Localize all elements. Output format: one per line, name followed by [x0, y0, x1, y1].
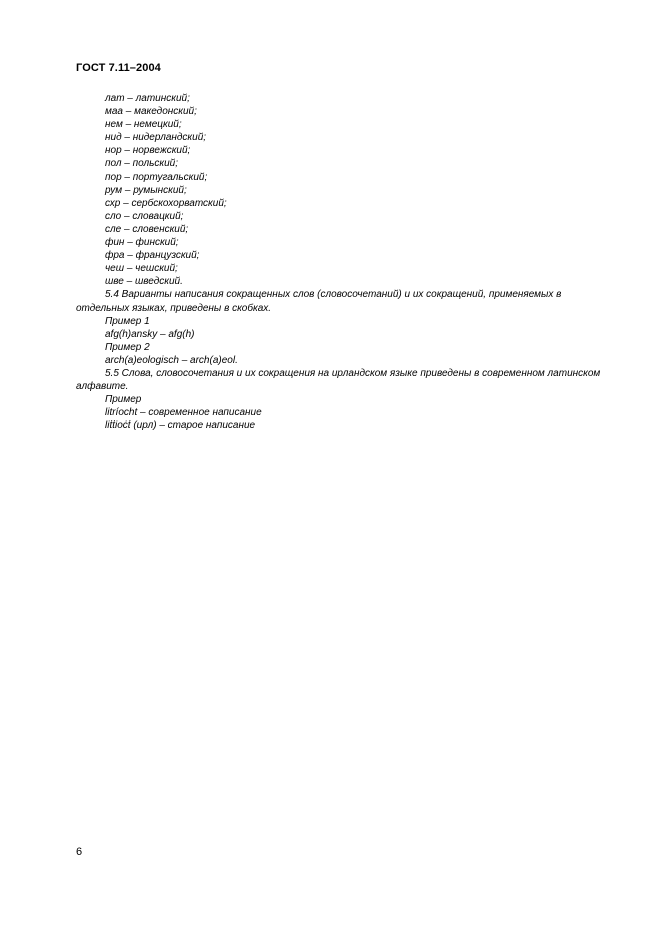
language-item: пол – польский;	[105, 158, 178, 170]
language-item: фра – французский;	[105, 250, 200, 262]
page-number: 6	[76, 846, 83, 858]
language-item: фин – финский;	[105, 237, 179, 249]
language-item: нид – нидерландский;	[105, 132, 207, 144]
example-old-spelling: liṫṫioċṫ (ирл) – старое написание	[105, 420, 256, 432]
section-5-4-paragraph: 5.4 Варианты написания сокращенных слов (словосочетаний) и их сокращений, применяемых в отдельных языках, приведены в скобках.	[76, 289, 562, 314]
document-body	[76, 92, 616, 432]
language-item: схр – сербскохорватский;	[105, 197, 227, 209]
example-1-text: afg(h)ansky – afg(h)	[105, 328, 195, 340]
language-item: нор – норвежский;	[105, 145, 191, 157]
language-item: лат – латинский;	[105, 93, 190, 104]
example-modern-spelling: litríocht – современное написание	[105, 407, 262, 419]
example-2-label: Пример 2	[105, 341, 150, 353]
language-item: сло – словацкий;	[105, 210, 184, 222]
language-item: нем – немецкий;	[105, 119, 182, 131]
language-item: пор – португальский;	[105, 171, 208, 183]
language-item: маа – македонский;	[105, 106, 197, 118]
language-item: сле – словенский;	[105, 223, 189, 235]
document-header: ГОСТ 7.11–2004	[76, 62, 161, 74]
example-label: Пример	[105, 394, 142, 406]
example-2-text: arch(a)eologisch – arch(a)eol.	[105, 354, 238, 366]
language-item: чеш – чешский;	[105, 263, 178, 275]
language-item: шве – шведский.	[105, 276, 183, 288]
example-1-label: Пример 1	[105, 315, 150, 327]
language-item: рум – румынский;	[105, 184, 187, 196]
section-5-5-paragraph: 5.5 Слова, словосочетания и их сокращения на ирландском языке приведены в современном латинском алфавите.	[76, 367, 601, 393]
